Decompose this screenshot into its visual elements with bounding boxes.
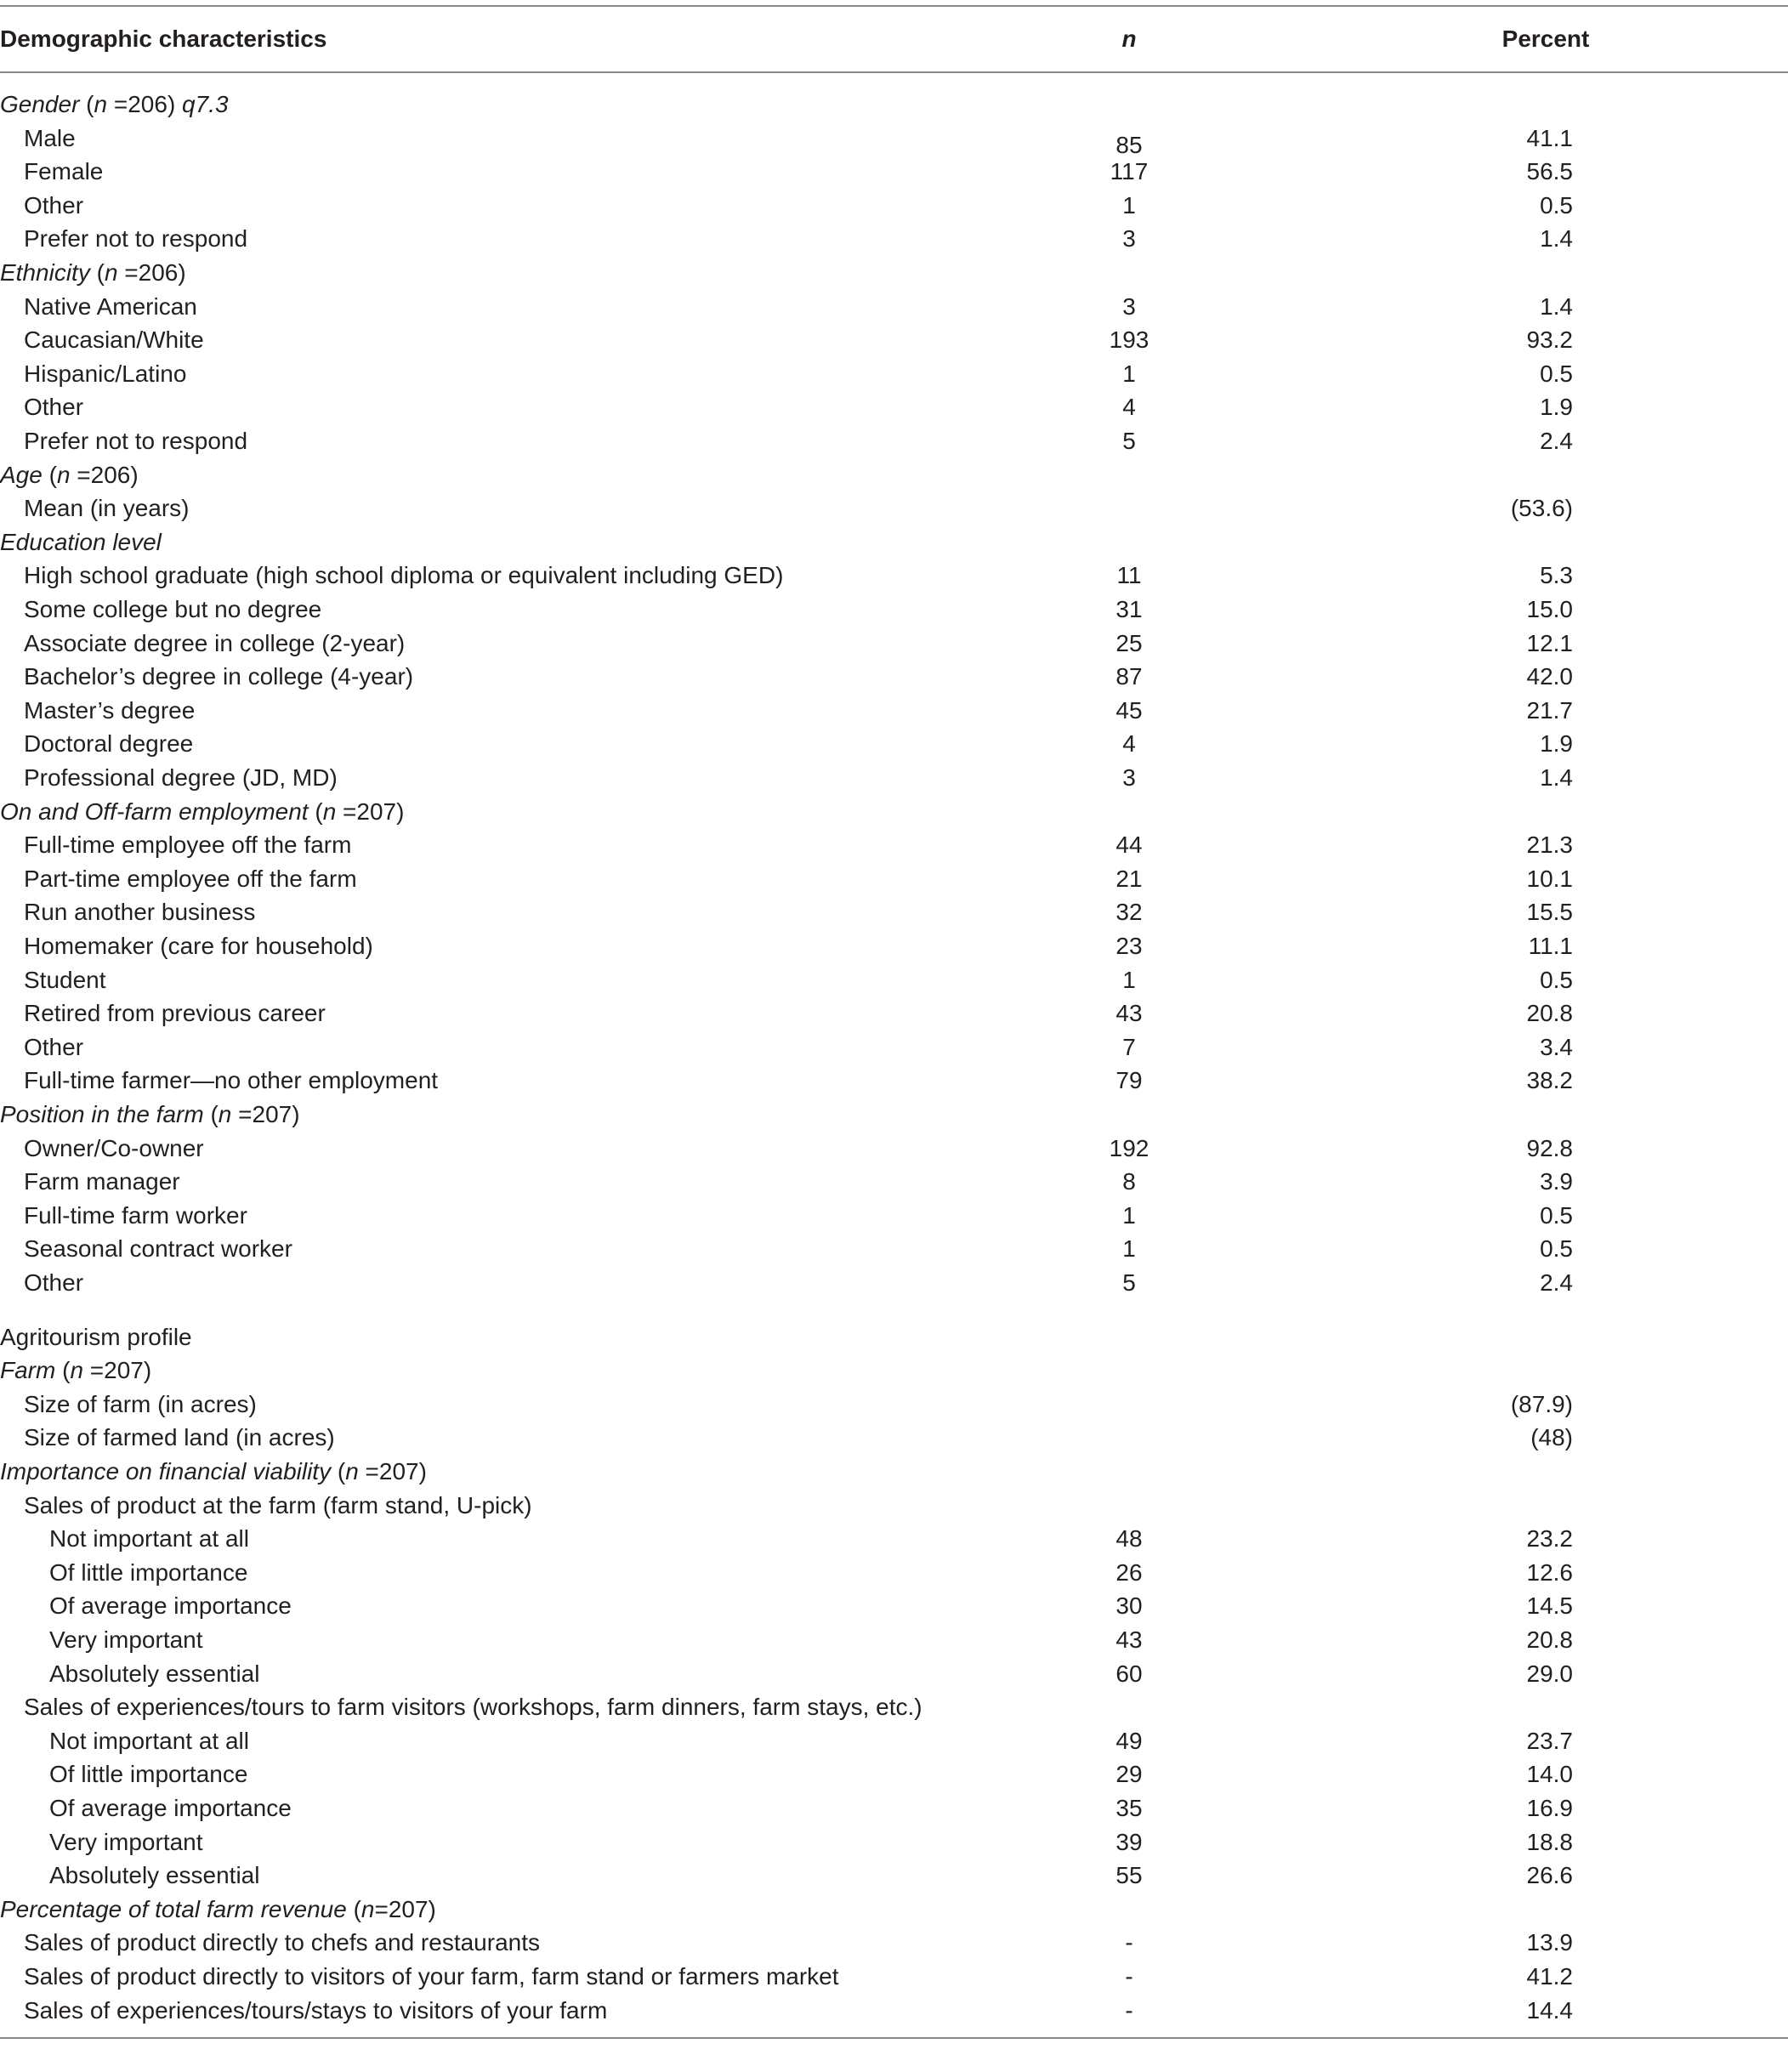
row-label: Master’s degree xyxy=(24,697,196,724)
table-row xyxy=(0,559,1788,593)
row-n-value: 1 xyxy=(1122,967,1136,993)
section-n-value: =207) xyxy=(336,798,405,825)
section-n-symbol: n xyxy=(345,1458,359,1484)
row-percent-value: 3.4 xyxy=(1540,1034,1573,1060)
row-percent-value: 20.8 xyxy=(1526,1000,1573,1026)
section-paren-open: ( xyxy=(79,91,94,117)
section-label xyxy=(0,88,229,122)
table-row xyxy=(0,491,1788,525)
table-row xyxy=(0,1556,1788,1590)
section-header-row xyxy=(0,525,1788,559)
table-row xyxy=(0,1960,1788,1994)
row-percent-value: 0.5 xyxy=(1540,1202,1573,1229)
table-row xyxy=(0,155,1788,189)
row-percent-value: 41.2 xyxy=(1526,1963,1573,1990)
row-label: Very important xyxy=(49,1626,203,1653)
table-row xyxy=(0,1757,1788,1791)
row-percent-value: 1.4 xyxy=(1540,293,1573,320)
row-percent-value: 42.0 xyxy=(1526,663,1573,690)
row-n-value: 49 xyxy=(1115,1728,1143,1754)
row-n-value: 11 xyxy=(1116,562,1142,588)
header-percent: Percent xyxy=(1501,26,1590,52)
table-row xyxy=(0,627,1788,661)
row-percent-value: 20.8 xyxy=(1526,1626,1573,1653)
row-label: Associate degree in college (2-year) xyxy=(24,630,406,656)
header-n: n xyxy=(1121,26,1137,52)
table-row xyxy=(0,1199,1788,1233)
row-n-value: 3 xyxy=(1122,293,1136,320)
row-n-value: 4 xyxy=(1122,394,1136,420)
section-n-symbol: n xyxy=(322,798,337,825)
row-label: Very important xyxy=(49,1829,203,1855)
row-n-value: 31 xyxy=(1115,596,1143,622)
table-row xyxy=(0,1926,1788,1960)
row-label: Mean (in years) xyxy=(24,495,190,521)
row-label: Professional degree (JD, MD) xyxy=(24,764,338,791)
row-percent-value: 0.5 xyxy=(1540,967,1573,993)
row-n-value: 60 xyxy=(1115,1660,1143,1687)
section-n-value: =206) xyxy=(117,259,186,286)
row-percent-value: 1.9 xyxy=(1540,730,1573,757)
table-row xyxy=(0,1132,1788,1166)
row-percent-value: 3.9 xyxy=(1540,1168,1573,1195)
row-label: High school graduate (high school diploma or equivalent including GED) xyxy=(24,562,784,588)
section-title: On and Off-farm employment xyxy=(0,798,309,825)
section-paren-open: ( xyxy=(55,1357,71,1383)
section-label xyxy=(0,795,404,829)
row-label: Full-time employee off the farm xyxy=(24,832,352,858)
row-n-value: 79 xyxy=(1115,1067,1143,1093)
row-percent-value: 1.9 xyxy=(1540,394,1573,420)
table-row xyxy=(0,1064,1788,1098)
row-label: Hispanic/Latino xyxy=(24,360,187,387)
row-label: Homemaker (care for household) xyxy=(24,933,373,959)
row-n-value: - xyxy=(1125,1929,1133,1956)
row-label: Absolutely essential xyxy=(49,1660,260,1687)
row-percent-value: 56.5 xyxy=(1526,158,1573,184)
row-n-value: 193 xyxy=(1109,326,1149,353)
section-label xyxy=(0,1893,436,1927)
row-percent-value: 11.1 xyxy=(1528,933,1573,959)
row-percent-value: 15.5 xyxy=(1526,899,1573,925)
row-percent-value: 41.1 xyxy=(1526,125,1573,151)
section-n-symbol: n xyxy=(360,1896,375,1922)
row-n-value: 23 xyxy=(1115,933,1143,959)
table-row xyxy=(0,323,1788,357)
row-percent-value: 18.8 xyxy=(1526,1829,1573,1855)
table-top-rule xyxy=(0,5,1788,7)
row-n-value: 48 xyxy=(1115,1525,1143,1552)
row-label: Prefer not to respond xyxy=(24,428,248,454)
row-label: Other xyxy=(24,1269,84,1296)
row-percent-value: 13.9 xyxy=(1526,1929,1573,1956)
row-label: Part-time employee off the farm xyxy=(24,866,357,892)
table-bottom-rule xyxy=(0,2037,1788,2039)
table-row xyxy=(0,1791,1788,1825)
section-header-row xyxy=(0,256,1788,290)
row-percent-value: 23.2 xyxy=(1526,1525,1573,1552)
section-paren-open: ( xyxy=(346,1896,361,1922)
row-percent-value: 1.4 xyxy=(1540,225,1573,252)
row-percent-value: 15.0 xyxy=(1526,596,1573,622)
row-percent-value: 21.7 xyxy=(1526,697,1573,724)
table-row xyxy=(0,929,1788,963)
row-percent-value: 0.5 xyxy=(1540,1235,1573,1262)
table-row xyxy=(0,1522,1788,1556)
row-percent-value: 2.4 xyxy=(1540,1269,1573,1296)
table-row xyxy=(0,1657,1788,1691)
section-title: Age xyxy=(0,462,43,488)
row-n-value: 26 xyxy=(1115,1559,1143,1586)
section-label xyxy=(0,1455,427,1489)
row-percent-value: 29.0 xyxy=(1526,1660,1573,1687)
table-row xyxy=(0,761,1788,795)
table-row xyxy=(0,1623,1788,1657)
row-percent-value: 26.6 xyxy=(1526,1862,1573,1888)
table-row xyxy=(0,1994,1788,2028)
section-n-value: =207) xyxy=(231,1101,300,1127)
row-n-value: 39 xyxy=(1115,1829,1143,1855)
row-percent-value: 16.9 xyxy=(1526,1795,1573,1821)
table-row xyxy=(0,895,1788,929)
section-title: Ethnicity xyxy=(0,259,90,286)
table-row xyxy=(0,122,1788,156)
section-label xyxy=(0,525,162,559)
row-n-value: 45 xyxy=(1115,697,1143,724)
row-label: Farm manager xyxy=(24,1168,180,1195)
table-header-rule xyxy=(0,71,1788,73)
section-n-symbol: n xyxy=(218,1101,232,1127)
section-n-value: =206) xyxy=(70,462,139,488)
row-label: Sales of product at the farm (farm stand, U-pick) xyxy=(24,1492,532,1519)
row-percent-value: 38.2 xyxy=(1526,1067,1573,1093)
row-percent-value: 2.4 xyxy=(1540,428,1573,454)
section-paren-open: ( xyxy=(203,1101,219,1127)
row-percent-value: 12.6 xyxy=(1526,1559,1573,1586)
section-title: Importance on financial viability xyxy=(0,1458,332,1484)
row-n-value: 87 xyxy=(1115,663,1143,690)
table-row xyxy=(0,996,1788,1030)
row-n-value: 1 xyxy=(1122,1202,1136,1229)
row-n-value: 1 xyxy=(1122,360,1136,387)
table-row xyxy=(0,593,1788,627)
row-percent-value: 23.7 xyxy=(1526,1728,1573,1754)
section-n-value: =207) xyxy=(83,1357,152,1383)
row-label: Size of farmed land (in acres) xyxy=(24,1424,335,1450)
table-row xyxy=(0,1421,1788,1455)
section-title: Education level xyxy=(0,529,162,555)
row-label: Doctoral degree xyxy=(24,730,194,757)
header-demographic-characteristics: Demographic characteristics xyxy=(0,26,327,52)
group-label: Agritourism profile xyxy=(0,1324,192,1350)
row-percent-value: (87.9) xyxy=(1510,1391,1573,1417)
row-percent-value: 0.5 xyxy=(1540,192,1573,219)
table-row xyxy=(0,963,1788,997)
row-label: Size of farm (in acres) xyxy=(24,1391,257,1417)
table-row xyxy=(0,1030,1788,1064)
section-n-symbol: n xyxy=(56,462,71,488)
table-row xyxy=(0,862,1788,896)
row-label: Some college but no degree xyxy=(24,596,322,622)
row-label: Male xyxy=(24,125,76,151)
row-percent-value: 93.2 xyxy=(1526,326,1573,353)
row-label: Full-time farmer—no other employment xyxy=(24,1067,439,1093)
section-title: Gender xyxy=(0,91,80,117)
row-label: Sales of experiences/tours to farm visitors (workshops, farm dinners, farm stays, etc.) xyxy=(24,1694,922,1720)
section-title: Percentage of total farm revenue xyxy=(0,1896,347,1922)
row-n-value: - xyxy=(1125,1963,1133,1990)
row-n-value: 43 xyxy=(1115,1626,1143,1653)
row-n-value: 85 xyxy=(1115,132,1143,158)
row-label: Sales of product directly to visitors of your farm, farm stand or farmers market xyxy=(24,1963,839,1990)
section-paren-open: ( xyxy=(42,462,57,488)
row-n-value: 5 xyxy=(1122,1269,1136,1296)
row-n-value: 8 xyxy=(1122,1168,1136,1195)
section-title: Farm xyxy=(0,1357,56,1383)
row-label: Other xyxy=(24,192,84,219)
table-row xyxy=(0,1690,1788,1724)
section-label xyxy=(0,256,186,290)
row-n-value: 44 xyxy=(1115,832,1143,858)
section-header-row xyxy=(0,795,1788,829)
row-n-value: 117 xyxy=(1110,158,1149,184)
section-label xyxy=(0,1098,300,1132)
row-percent-value: 0.5 xyxy=(1540,360,1573,387)
table-row xyxy=(0,1589,1788,1623)
table-row xyxy=(0,424,1788,458)
row-n-value: 25 xyxy=(1115,630,1143,656)
row-n-value: 4 xyxy=(1122,730,1136,757)
row-label: Of average importance xyxy=(49,1795,292,1821)
row-label: Other xyxy=(24,1034,84,1060)
row-label: Of little importance xyxy=(49,1761,248,1787)
section-header-row xyxy=(0,1455,1788,1489)
row-percent-value: 5.3 xyxy=(1540,562,1573,588)
row-percent-value: 14.0 xyxy=(1526,1761,1573,1787)
section-paren-open: ( xyxy=(308,798,323,825)
row-percent-value: 21.3 xyxy=(1526,832,1573,858)
row-n-value: 30 xyxy=(1115,1592,1143,1619)
row-n-value: 192 xyxy=(1109,1135,1149,1161)
section-title: Position in the farm xyxy=(0,1101,204,1127)
section-n-value: =207) xyxy=(374,1896,436,1922)
row-n-value: 29 xyxy=(1115,1761,1143,1787)
row-n-value: 5 xyxy=(1122,428,1136,454)
table-row xyxy=(0,189,1788,223)
table-row xyxy=(0,1489,1788,1523)
row-label: Of average importance xyxy=(49,1592,292,1619)
row-label: Other xyxy=(24,394,84,420)
row-percent-value: 10.1 xyxy=(1526,866,1573,892)
row-label: Of little importance xyxy=(49,1559,248,1586)
table-row xyxy=(0,1165,1788,1199)
table-row xyxy=(0,828,1788,862)
row-percent-value: 92.8 xyxy=(1526,1135,1573,1161)
section-header-row xyxy=(0,1354,1788,1388)
table-row xyxy=(0,727,1788,761)
section-n-symbol: n xyxy=(94,91,108,117)
row-n-value: 3 xyxy=(1122,764,1136,791)
section-header-row xyxy=(0,458,1788,492)
row-label: Run another business xyxy=(24,899,256,925)
row-label: Sales of product directly to chefs and restaurants xyxy=(24,1929,540,1956)
table-row xyxy=(0,1232,1788,1266)
row-percent-value: 14.5 xyxy=(1526,1592,1573,1619)
group-header-row xyxy=(0,1320,1788,1354)
row-n-value: 55 xyxy=(1115,1862,1143,1888)
row-label: Caucasian/White xyxy=(24,326,204,353)
row-n-value: 3 xyxy=(1122,225,1136,252)
row-n-value: 43 xyxy=(1115,1000,1143,1026)
row-label: Absolutely essential xyxy=(49,1862,260,1888)
row-label: Female xyxy=(24,158,104,184)
table-header-row xyxy=(0,22,1788,56)
row-label: Native American xyxy=(24,293,197,320)
row-label: Not important at all xyxy=(49,1525,249,1552)
row-label: Seasonal contract worker xyxy=(24,1235,292,1262)
row-percent-value: 12.1 xyxy=(1526,630,1573,656)
row-percent-value: 14.4 xyxy=(1526,1997,1573,2024)
table-row xyxy=(0,1266,1788,1300)
table-row xyxy=(0,222,1788,256)
row-label: Prefer not to respond xyxy=(24,225,248,252)
row-n-value: 21 xyxy=(1115,866,1143,892)
row-n-value: 35 xyxy=(1115,1795,1143,1821)
row-n-value: 1 xyxy=(1122,192,1136,219)
row-percent-value: 1.4 xyxy=(1540,764,1573,791)
row-label: Full-time farm worker xyxy=(24,1202,247,1229)
row-n-value: 7 xyxy=(1122,1034,1136,1060)
table-row xyxy=(0,1859,1788,1893)
section-paren-open: ( xyxy=(331,1458,346,1484)
section-header-row xyxy=(0,1893,1788,1927)
row-label: Retired from previous career xyxy=(24,1000,326,1026)
row-n-value: 32 xyxy=(1115,899,1143,925)
section-n-value: =206) xyxy=(107,91,183,117)
row-label: Sales of experiences/tours/stays to visitors of your farm xyxy=(24,1997,608,2024)
row-label: Bachelor’s degree in college (4-year) xyxy=(24,663,414,690)
table-row xyxy=(0,694,1788,728)
section-header-row xyxy=(0,88,1788,122)
table-row xyxy=(0,1724,1788,1758)
row-n-value: 1 xyxy=(1122,1235,1136,1262)
row-percent-value: (53.6) xyxy=(1510,495,1573,521)
section-n-symbol: n xyxy=(70,1357,84,1383)
section-n-symbol: n xyxy=(104,259,118,286)
table-row xyxy=(0,290,1788,324)
section-header-row xyxy=(0,1098,1788,1132)
table-row xyxy=(0,390,1788,424)
table-row xyxy=(0,1388,1788,1422)
table-row xyxy=(0,660,1788,694)
row-percent-value: (48) xyxy=(1530,1424,1573,1450)
section-label xyxy=(0,1354,151,1388)
section-n-value: =207) xyxy=(358,1458,427,1484)
table-row xyxy=(0,1825,1788,1859)
row-label: Not important at all xyxy=(49,1728,249,1754)
section-label xyxy=(0,458,139,492)
section-question-code: q7.3 xyxy=(182,91,229,117)
section-paren-open: ( xyxy=(89,259,105,286)
row-n-value: - xyxy=(1125,1997,1133,2024)
row-label: Owner/Co-owner xyxy=(24,1135,204,1161)
table-row xyxy=(0,357,1788,391)
row-label: Student xyxy=(24,967,106,993)
